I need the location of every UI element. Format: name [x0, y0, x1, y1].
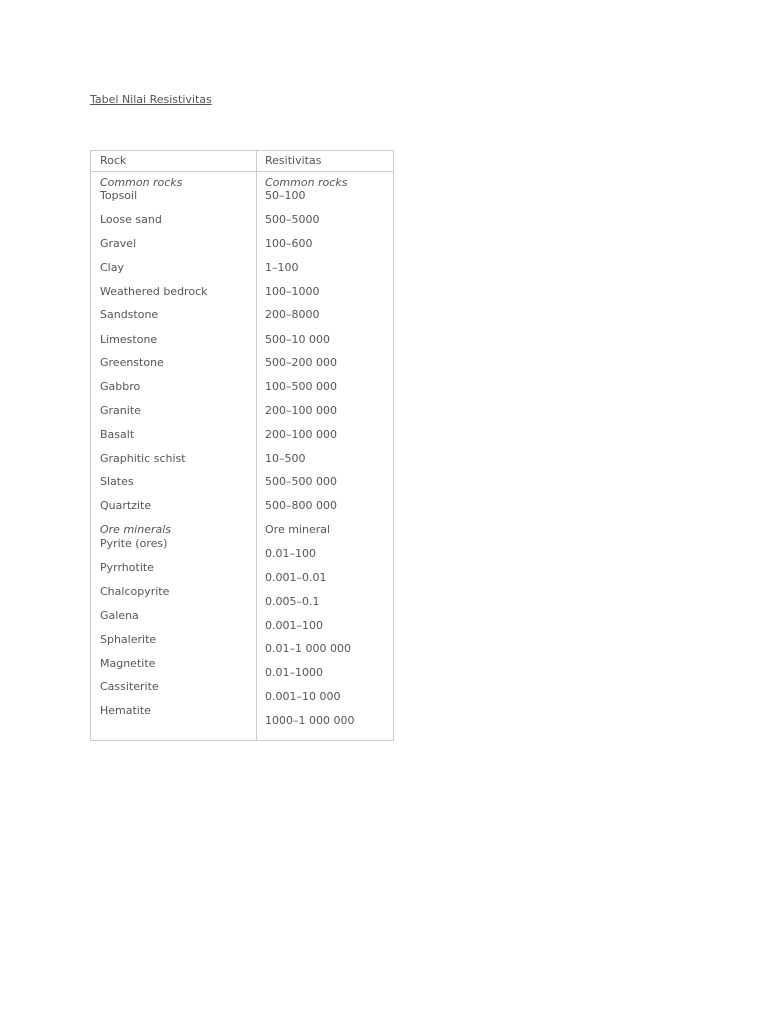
section-label-common-rocks: Common rocks [100, 176, 183, 189]
table-row-value: 100–1000 [265, 285, 320, 298]
table-row-value: 10–500 [265, 452, 306, 465]
document-title: Tabel Nilai Resistivitas [90, 93, 212, 106]
section-label-ore-minerals: Ore minerals [100, 523, 172, 536]
table-row-value: 100–500 000 [265, 380, 337, 393]
table-header-row [91, 151, 393, 172]
table-row-value: 0.01–1 000 000 [265, 642, 351, 655]
column-divider [256, 151, 257, 740]
table-row-value: 0.01–100 [265, 547, 316, 560]
table-row-value: 0.001–100 [265, 619, 323, 632]
table-row-value: 500–500 000 [265, 475, 337, 488]
table-row-value: 500–5000 [265, 213, 320, 226]
table-row-rock: Hematite [100, 704, 151, 717]
table-row-value: 1000–1 000 000 [265, 714, 355, 727]
table-row-value: 200–100 000 [265, 428, 337, 441]
table-row-rock: Greenstone [100, 356, 164, 369]
table-row-value: 200–8000 [265, 308, 320, 321]
table-row-value: 0.001–10 000 [265, 690, 341, 703]
table-row-rock: Gabbro [100, 380, 141, 393]
table-row-rock: Weathered bedrock [100, 285, 208, 298]
resistivity-table [90, 150, 394, 741]
table-row-rock: Chalcopyrite [100, 585, 170, 598]
table-row-value: 200–100 000 [265, 404, 337, 417]
table-row-rock: Slates [100, 475, 134, 488]
table-row-rock: Quartzite [100, 499, 152, 512]
table-row-rock: Basalt [100, 428, 135, 441]
table-row-rock: Loose sand [100, 213, 162, 226]
table-row-value: 500–800 000 [265, 499, 337, 512]
table-row-value: 500–10 000 [265, 333, 330, 346]
table-row-value: 0.001–0.01 [265, 571, 327, 584]
table-row-rock: Pyrite (ores) [100, 537, 168, 550]
table-row-value: 500–200 000 [265, 356, 337, 369]
table-row-rock: Pyrrhotite [100, 561, 154, 574]
table-row-rock: Galena [100, 609, 139, 622]
table-row-rock: Topsoil [100, 189, 138, 202]
header-rock: Rock [100, 154, 127, 167]
section-value-label-common-rocks: Common rocks [265, 176, 348, 189]
section-value-label-ore-mineral: Ore mineral [265, 523, 331, 536]
table-row-rock: Clay [100, 261, 124, 274]
header-resistivity: Resitivitas [265, 154, 322, 167]
table-row-rock: Magnetite [100, 657, 156, 670]
table-row-rock: Sphalerite [100, 633, 157, 646]
table-row-value: 0.01–1000 [265, 666, 323, 679]
table-row-value: 0.005–0.1 [265, 595, 320, 608]
table-row-rock: Limestone [100, 333, 158, 346]
table-row-rock: Sandstone [100, 308, 159, 321]
table-row-value: 50–100 [265, 189, 306, 202]
table-row-rock: Granite [100, 404, 141, 417]
table-row-rock: Cassiterite [100, 680, 159, 693]
table-row-value: 1–100 [265, 261, 299, 274]
table-row-rock: Gravel [100, 237, 137, 250]
table-row-rock: Graphitic schist [100, 452, 186, 465]
table-row-value: 100–600 [265, 237, 313, 250]
